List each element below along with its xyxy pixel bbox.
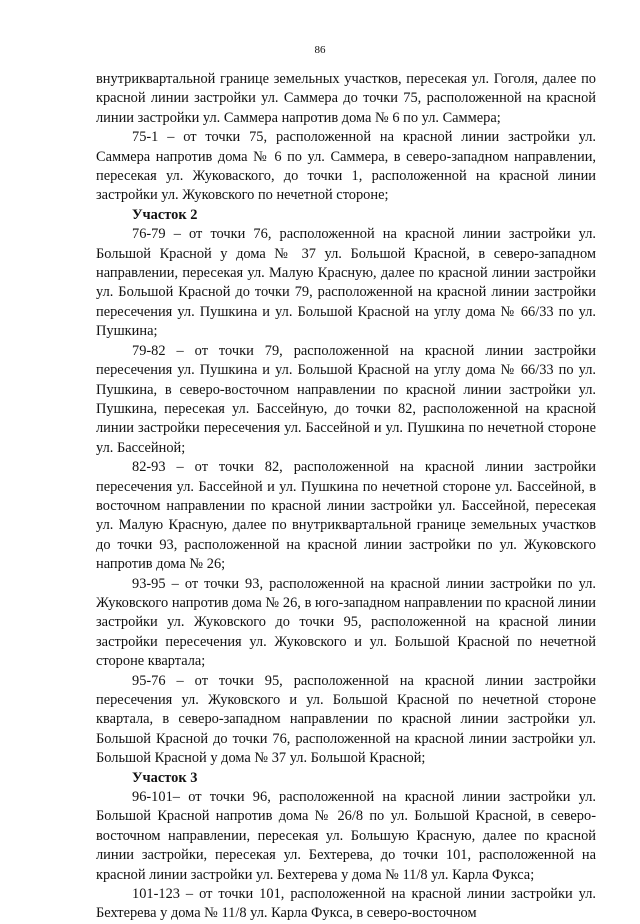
paragraph: 79-82 – от точки 79, расположенной на красной линии застройки пересечения ул. Пушкина и ул. Большой Красной на углу дома № 66/33 по ул. Пушкина, в северо-восточном направлении по красной линии застройки ул. Пушкина, пересекая ул. Бассейную, до точки 82, расположенной на красной линии застройки пересечения ул. Бассейной и ул. Пушкина по нечетной стороне ул. Бассейной; [96,342,596,456]
paragraph: 82-93 – от точки 82, расположенной на красной линии застройки пересечения ул. Бассейной и ул. Пушкина по нечетной стороне ул. Бассейной, в восточном направлении по красной линии застройки ул. Бассейной, пересекая ул. Малую Красную, далее по внутриквартальной границе земельных участков до точки 93, расположенной на красной линии застройки по ул. Жуковского напротив дома № 26; [96,459,596,573]
paragraph: 75-1 – от точки 75, расположенной на красной линии застройки ул. Саммера напротив дома № 6 по ул. Саммера, в северо-западном направлении, пересекая ул. Жуковаского, до точки 1, расположенной на красной линии застройки ул. Жуковского по нечетной стороне; [96,129,596,204]
section-heading: Участок 2 [132,206,198,223]
paragraph: 93-95 – от точки 93, расположенной на красной линии застройки по ул. Жуковского напротив дома № 26, в юго-западном направлении по красной линии застройки ул. Жуковского до точки 95, расположенной на красной линии застройки пересечения ул. Жуковского и ул. Большой Красной по нечетной стороне квартала; [96,575,596,670]
paragraph: 76-79 – от точки 76, расположенной на красной линии застройки ул. Большой Красной у дома № 37 ул. Большой Красной, в северо-западном направлении, пересекая ул. Малую Красную, далее по красной линии застройки ул. Большой Красной до точки 79, расположенной на красной линии застройки пересечения ул. Пушкина и ул. Большой Красной на углу дома № 66/33 по ул. Пушкина; [96,226,596,340]
paragraph: 95-76 – от точки 95, расположенной на красной линии застройки пересечения ул. Жуковского и ул. Большой Красной по нечетной стороне квартала, в северо-западном направлении по красной линии застройки ул. Большой Красной до точки 76, расположенной на красной линии застройки ул. Большой Красной у дома № 37 ул. Большой Красной; [96,672,596,767]
page-number: 86 [314,44,326,56]
paragraph: 96-101– от точки 96, расположенной на красной линии застройки ул. Большой Красной напротив дома № 26/8 по ул. Большой Красной, в северо-восточном направлении, пересекая ул. Большую Красную, далее по красной линии застройки, пересекая ул. Бехтерева, до точки 101, расположенной на красной линии застройки ул. Бехтерева у дома № 11/8 ул. Карла Фукса; [96,789,596,883]
document-body [96,70,596,924]
paragraph: внутриквартальной границе земельных участков, пересекая ул. Гоголя, далее по красной линии застройки ул. Саммера до точки 75, расположенной на красной линии застройки ул. Саммера напротив дома № 6 по ул. Саммера; [96,71,596,126]
paragraph: 101-123 – от точки 101, расположенной на красной линии застройки ул. Бехтерева у дома № 11/8 ул. Карла Фукса, в северо-восточном [96,886,596,922]
section-heading: Участок 3 [132,769,198,786]
